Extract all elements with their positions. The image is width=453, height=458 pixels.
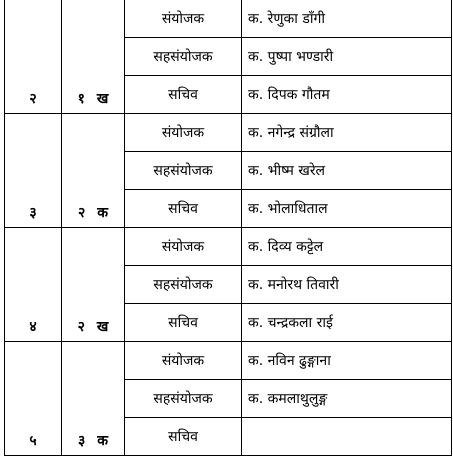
table-row [5,228,452,266]
role-cell: सचिव [125,76,242,114]
serial-number-cell [5,342,62,456]
role-cell: सहसंयोजक [125,38,242,76]
serial-number-cell [5,0,62,114]
member-cell: क. कमलाथुलुङ्ग [242,380,452,418]
member-cell: क. मनोरथ तिवारी [242,266,452,304]
role-cell: सचिव [125,418,242,456]
role-cell: सचिव [125,190,242,228]
table-row [5,114,452,152]
serial-number: २ [29,91,37,107]
member-cell: क. भोलाधिताल [242,190,452,228]
committee-table [4,0,452,456]
serial-number: ५ [29,433,37,449]
member-cell: क. पुष्पा भण्डारी [242,38,452,76]
ward-number: १ [77,91,85,107]
serial-number: ३ [29,205,37,221]
ward-letter: ख [96,91,109,107]
member-cell: क. चन्द्रकला राई [242,304,452,342]
role-cell: संयोजक [125,228,242,266]
ward-cell [62,114,125,228]
role-cell: संयोजक [125,114,242,152]
table-row [5,0,452,38]
role-cell: सहसंयोजक [125,266,242,304]
ward-letter: ख [96,319,109,335]
ward-cell [62,0,125,114]
member-cell: क. भीष्म खरेल [242,152,452,190]
role-cell: सचिव [125,304,242,342]
member-cell: क. दिव्य कट्टेल [242,228,452,266]
serial-number: ४ [29,319,37,335]
serial-number-cell [5,228,62,342]
ward-cell [62,342,125,456]
member-cell: क. नविन ढुङ्गाना [242,342,452,380]
ward-letter: क [97,433,109,449]
ward-number: ३ [77,433,86,449]
member-cell: क. दिपक गौतम [242,76,452,114]
serial-number-cell [5,114,62,228]
table-row [5,342,452,380]
ward-letter: क [97,205,109,221]
role-cell: सहसंयोजक [125,152,242,190]
ward-number: २ [77,205,86,221]
ward-number: २ [77,319,85,335]
member-cell [242,418,452,456]
ward-cell [62,228,125,342]
role-cell: संयोजक [125,342,242,380]
member-cell: क. नगेन्द्र संग्रौला [242,114,452,152]
role-cell: संयोजक [125,0,242,38]
member-cell: क. रेणुका डाँगी [242,0,452,38]
role-cell: सहसंयोजक [125,380,242,418]
